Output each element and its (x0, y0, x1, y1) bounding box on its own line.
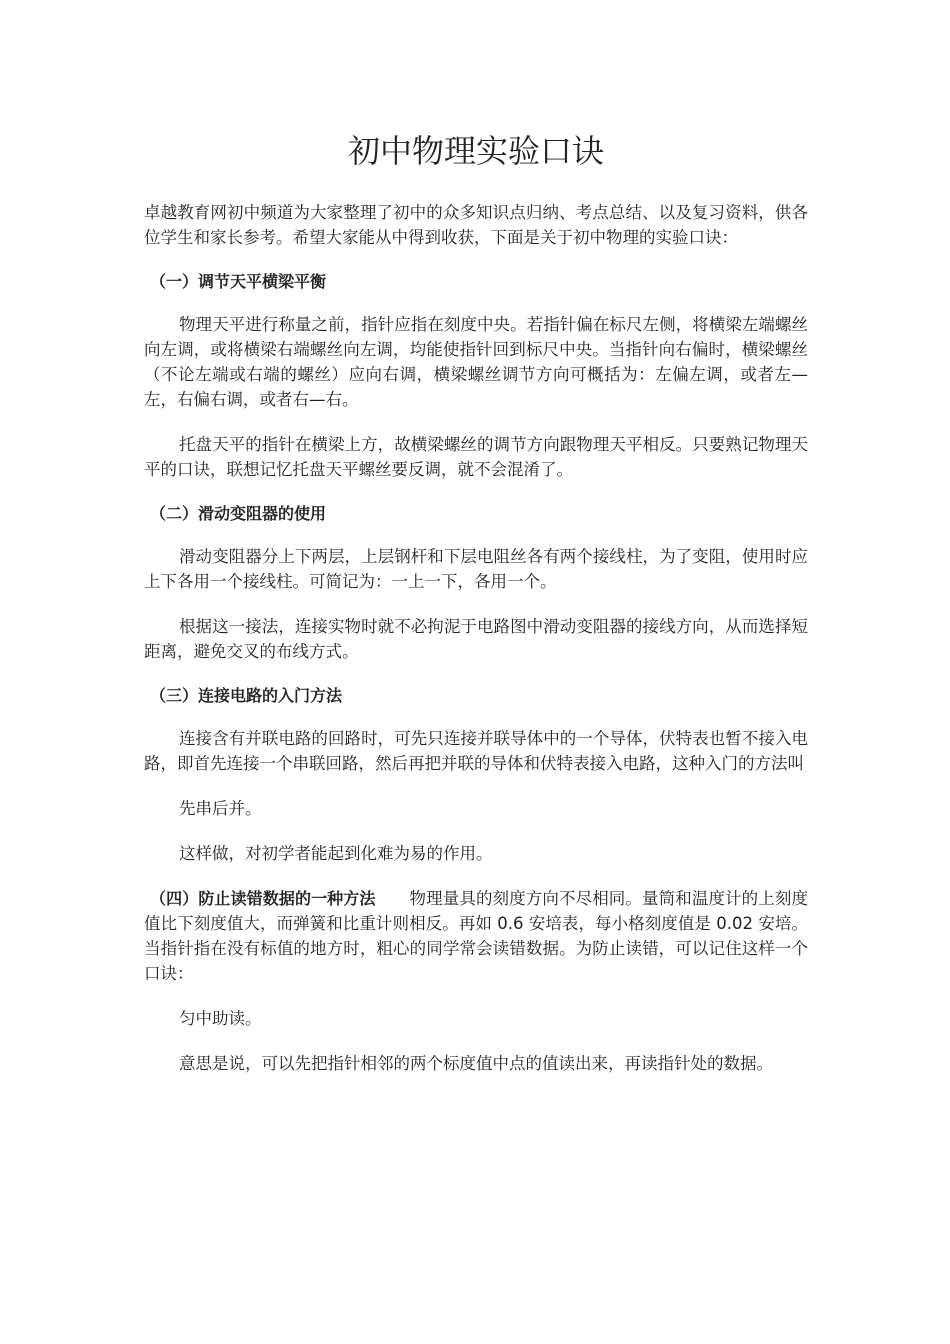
section4-paragraph-1 (144, 886, 808, 986)
section4-paragraph-2: 匀中助读。 (179, 1009, 262, 1028)
section3-paragraph-2: 先串后并。 (179, 799, 262, 818)
section1-paragraph-1: 物理天平进行称量之前，指针应指在刻度中央。若指针偏在标尺左侧，将横梁左端螺丝向左调，或将横梁右端螺丝向左调，均能使指针回到标尺中央。当指针向右偏时，横梁螺丝（不论左端或右端的螺丝）应向右调，横梁螺丝调节方向可概括为：左偏左调，或者左—左，右偏右调，或者右—右。 (144, 315, 808, 409)
section2-paragraph-1: 滑动变阻器分上下两层，上层钢杆和下层电阻丝各有两个接线柱，为了变阻，使用时应上下各用一个接线柱。可简记为：一上一下，各用一个。 (144, 547, 808, 591)
section-heading-1: （一）调节天平横梁平衡 (150, 272, 327, 291)
document-title: 初中物理实验口诀 (347, 132, 604, 170)
section3-paragraph-3: 这样做，对初学者能起到化难为易的作用。 (179, 844, 493, 863)
section3-paragraph-1: 连接含有并联电路的回路时，可先只连接并联导体中的一个导体，伏特表也暂不接入电路，即首先连接一个串联回路，然后再把并联的导体和伏特表接入电路，这种入门的方法叫 (144, 729, 808, 773)
intro-paragraph: 卓越教育网初中频道为大家整理了初中的众多知识点归纳、考点总结、以及复习资料，供各位学生和家长参考。希望大家能从中得到收获，下面是关于初中物理的实验口诀： (144, 203, 808, 247)
section-heading-2: （二）滑动变阻器的使用 (150, 504, 327, 523)
document-page (144, 128, 808, 1096)
section4-paragraph-1-text: 物理量具的刻度方向不尽相同。量筒和温度计的上刻度值比下刻度值大，而弹簧和比重计则相反。再如 0.6 安培表，每小格刻度值是 0.02 安培。当指针指在没有标值的地方时，粗心的同学常会读错数据。为防止读错，可以记住这样一个口诀： (144, 889, 808, 983)
section-heading-3: （三）连接电路的入门方法 (150, 686, 343, 705)
section1-paragraph-2: 托盘天平的指针在横梁上方，故横梁螺丝的调节方向跟物理天平相反。只要熟记物理天平的口诀，联想记忆托盘天平螺丝要反调，就不会混淆了。 (144, 435, 808, 479)
section-heading-4: （四）防止读错数据的一种方法 (150, 889, 376, 908)
section2-paragraph-2: 根据这一接法，连接实物时就不必拘泥于电路图中滑动变阻器的接线方向，从而选择短距离，避免交叉的布线方式。 (144, 617, 808, 661)
section4-paragraph-3: 意思是说，可以先把指针相邻的两个标度值中点的值读出来，再读指针处的数据。 (179, 1054, 773, 1073)
